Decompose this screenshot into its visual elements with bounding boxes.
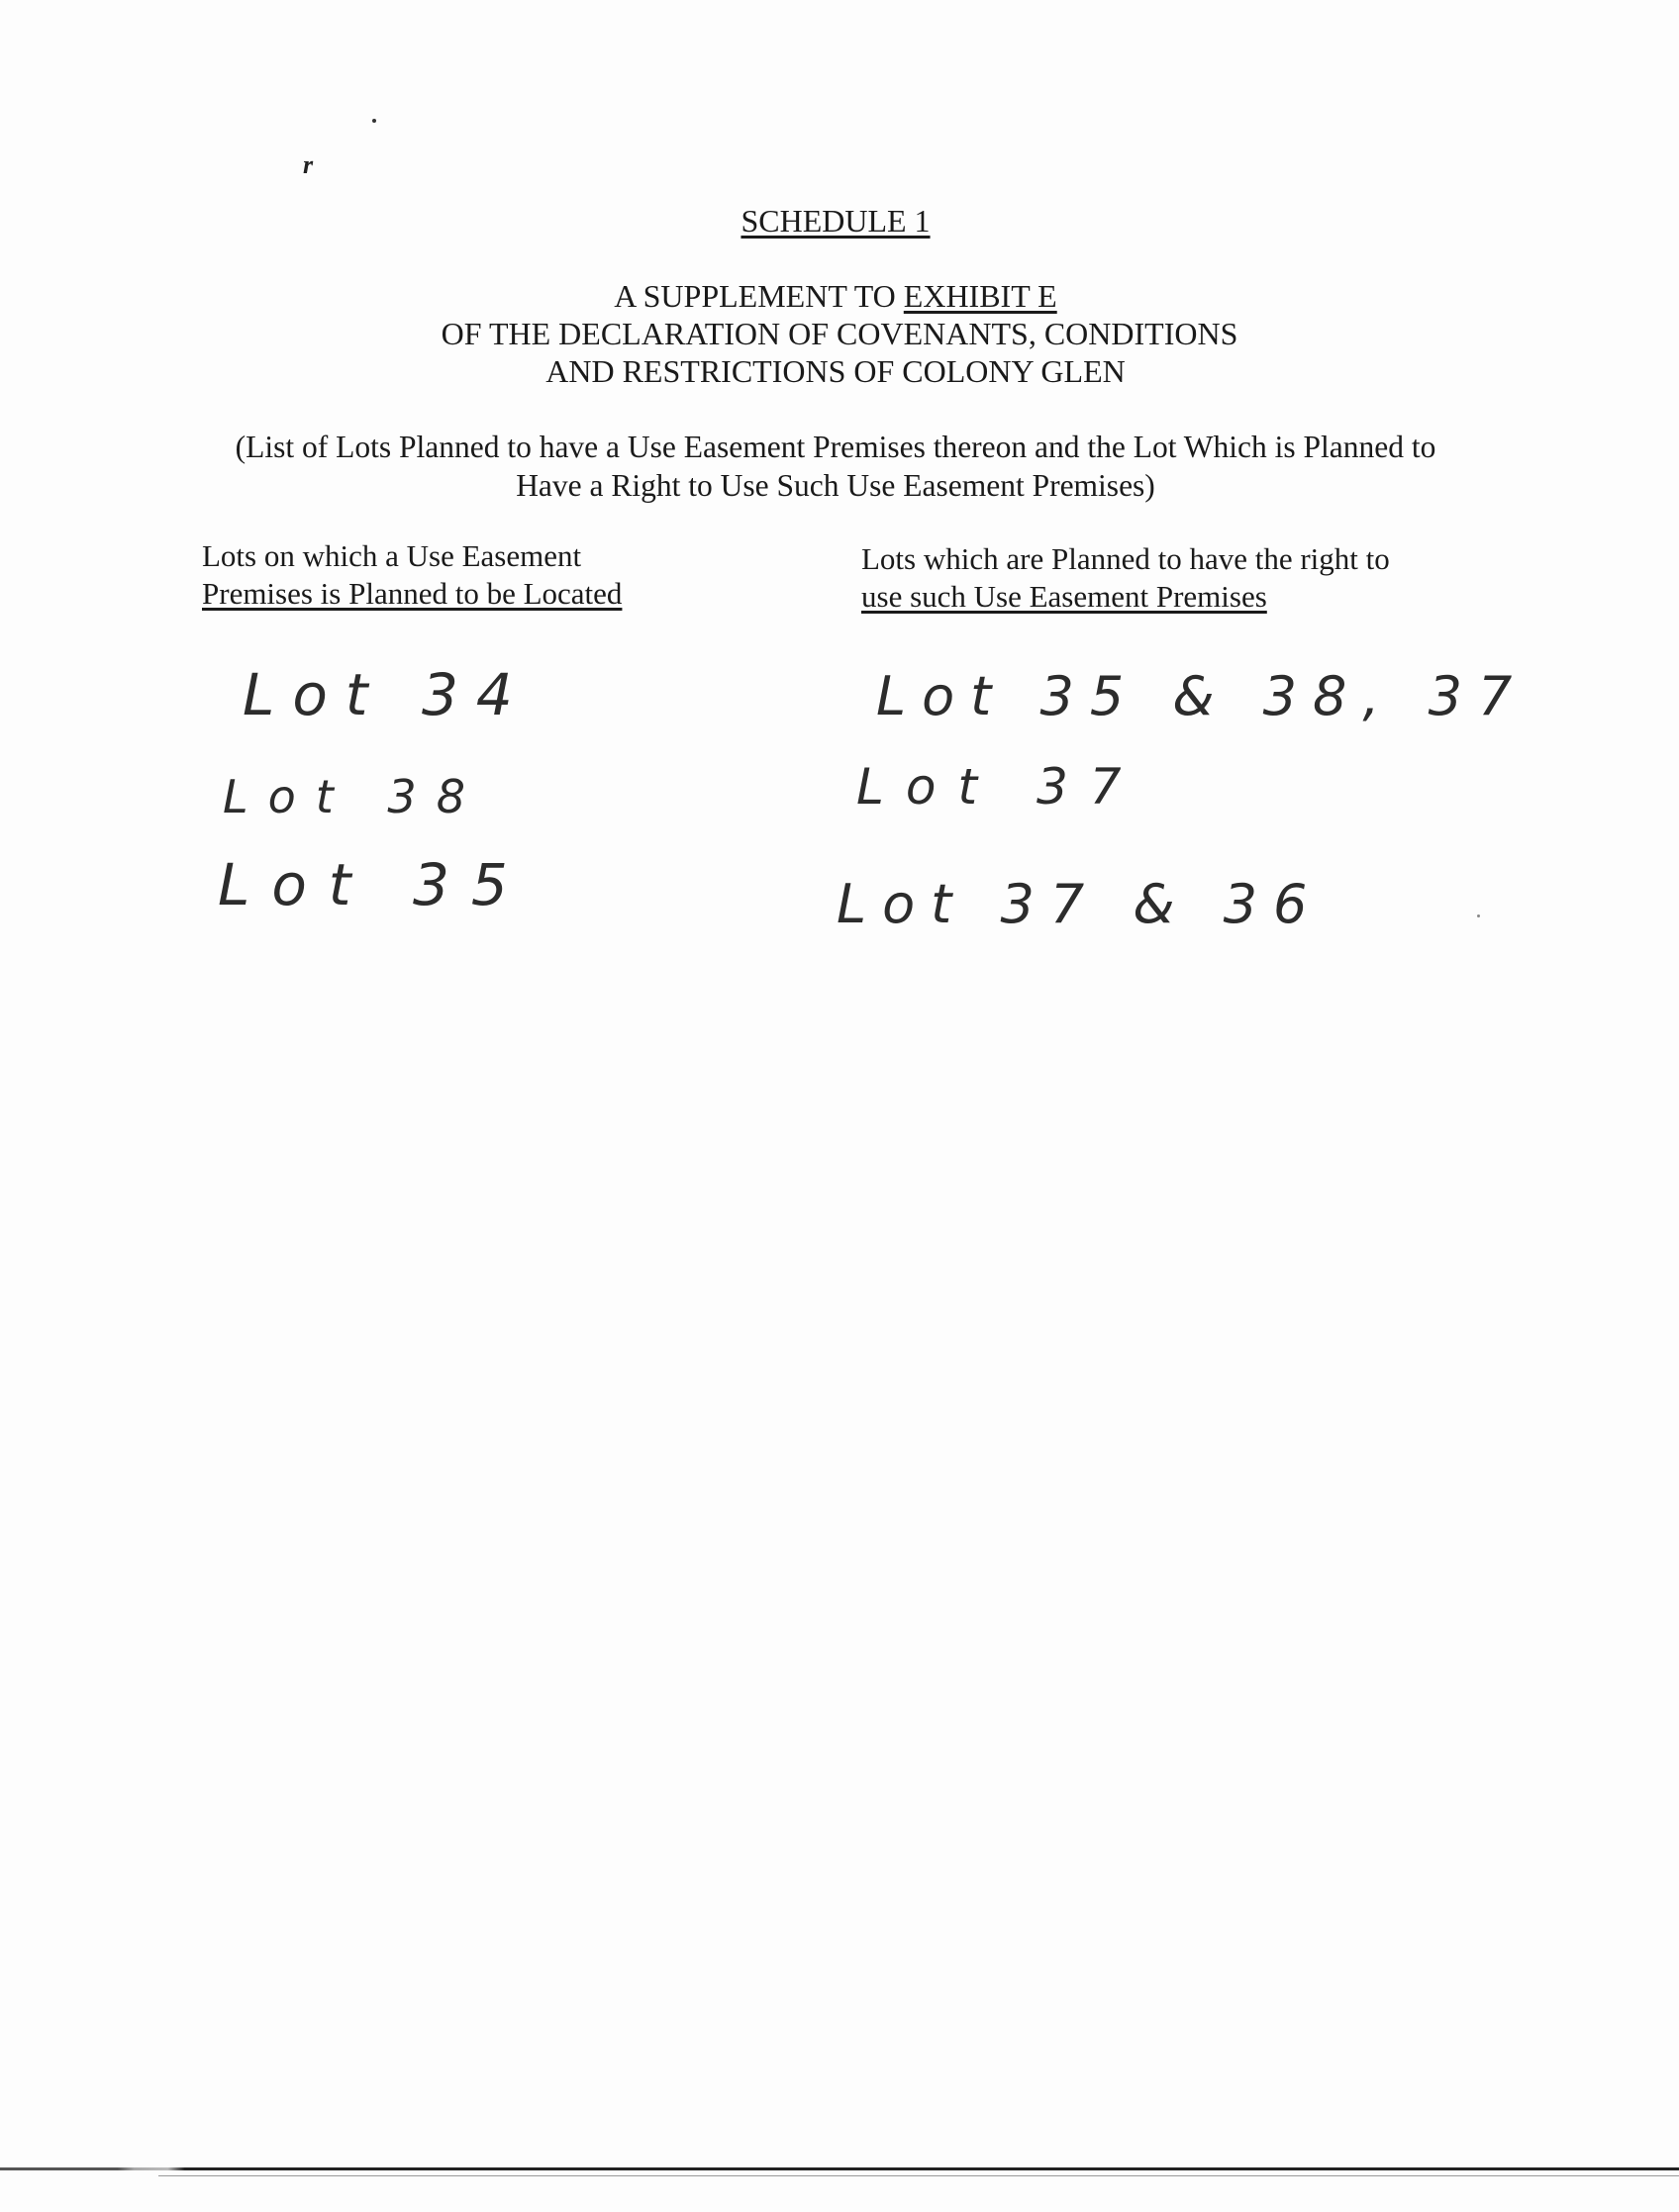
- scan-speck: [372, 119, 376, 123]
- left-entry-lot-35: Lot 35: [218, 851, 530, 918]
- description-line-2: Have a Right to Use Such Use Easement Premises): [516, 468, 1155, 503]
- left-entry-lot-34: Lot 34: [243, 661, 531, 728]
- supplement-line: A SUPPLEMENT TO EXHIBIT E: [614, 278, 1057, 314]
- right-entry-lot-37-36: Lot 37 & 36: [837, 873, 1324, 935]
- right-column-heading-line-2: use such Use Easement Premises: [861, 579, 1267, 614]
- schedule-title: SCHEDULE 1: [741, 203, 931, 239]
- footer-rule: [0, 2167, 1679, 2170]
- scan-speck: [1477, 914, 1480, 917]
- left-column-heading-line-2: Premises is Planned to be Located: [202, 576, 623, 611]
- right-entry-lot-35-38-37: Lot 35 & 38, 37: [876, 665, 1529, 727]
- footer-rule-shadow: [158, 2175, 1679, 2176]
- exhibit-reference: EXHIBIT E: [903, 278, 1057, 314]
- right-column-heading-line-1: Lots which are Planned to have the right to: [861, 541, 1390, 576]
- declaration-line: OF THE DECLARATION OF COVENANTS, CONDITIONS: [441, 316, 1238, 351]
- description-line-1: (List of Lots Planned to have a Use Easement Premises thereon and the Lot Which is Planned to: [235, 430, 1436, 464]
- left-entry-lot-38: Lot 38: [223, 770, 485, 823]
- stray-mark: r: [303, 150, 314, 179]
- left-column-heading-line-1: Lots on which a Use Easement: [202, 538, 582, 573]
- restrictions-line: AND RESTRICTIONS OF COLONY GLEN: [545, 353, 1126, 389]
- right-entry-lot-37: Lot 37: [856, 758, 1143, 816]
